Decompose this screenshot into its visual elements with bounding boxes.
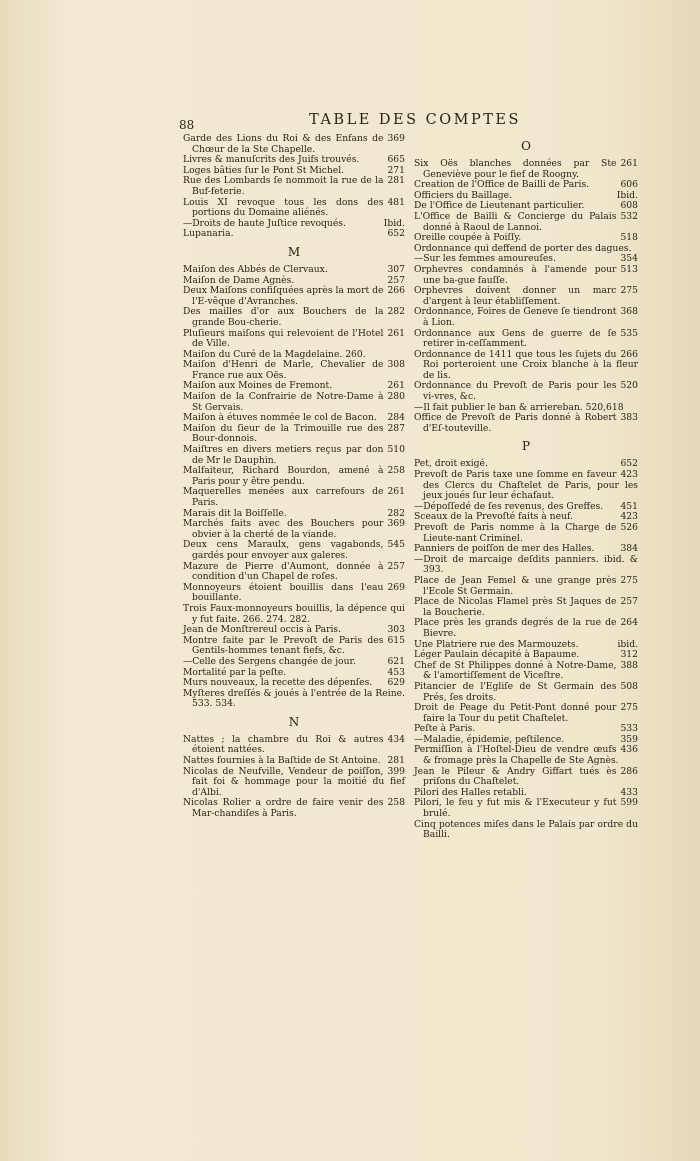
entry-text: Maiſon du Curé de la Magdelaine. 260. bbox=[183, 348, 366, 360]
entry-page-ref: 261 bbox=[620, 158, 638, 169]
entry-text: Pilori des Halles retabli. bbox=[414, 786, 527, 798]
entry-page-ref: 621 bbox=[387, 655, 405, 667]
index-entry bbox=[183, 329, 405, 350]
index-entry bbox=[414, 159, 638, 180]
entry-page-ref: 665 bbox=[387, 154, 405, 166]
entry-text: Pitancier de l'Egliſe de St Germain des Prés, ſes droits. bbox=[414, 680, 617, 703]
entry-text: Ordonnance aux Gens de guerre de ſe retirer in-ceſſamment. bbox=[414, 327, 617, 350]
entry-page-ref: 599 bbox=[620, 797, 638, 809]
entry-text: Droit de Peage du Petit-Pont donné pour faire la Tour du petit Chaſtelet. bbox=[414, 702, 617, 724]
index-entry bbox=[183, 134, 405, 155]
index-entry bbox=[183, 307, 405, 328]
entry-text: Maiſon d'Henri de Marle, Chevalier de France rue aux Oës. bbox=[183, 359, 384, 381]
entry-text: Ordonnance qui deffend de porter des dagues. bbox=[414, 242, 632, 254]
entry-text: —Droits de haute Juſtice revoqués. bbox=[183, 217, 346, 229]
entry-text: —Droit de marcaige deſdits panniers. ibid. & 393. bbox=[414, 553, 638, 576]
entry-page-ref: 275 bbox=[620, 574, 638, 586]
index-entry bbox=[414, 820, 638, 841]
index-entry bbox=[414, 265, 638, 286]
entry-text: Pilori, le feu y fut mis & l'Executeur y fut brulé. bbox=[414, 797, 617, 820]
entry-page-ref: 307 bbox=[387, 263, 405, 275]
entry-text: Montre faite par le Prevoſt de Paris des Gentils-hommes tenant fiefs, &c. bbox=[183, 634, 384, 657]
entry-text: Peſte à Paris. bbox=[414, 723, 476, 735]
entry-text: Place de Nicolas Flamel près St Jaques de la Boucherie. bbox=[414, 596, 617, 618]
entry-page-ref: 453 bbox=[387, 666, 405, 678]
entry-text: Deux Maiſons confiſquées après la mort de l'E-vêque d'Avranches. bbox=[183, 285, 384, 307]
entry-text: Pluſieurs maiſons qui relevoient de l'Hotel de Ville. bbox=[183, 327, 384, 350]
entry-page-ref: 275 bbox=[620, 285, 638, 297]
entry-page-ref: 510 bbox=[387, 444, 405, 456]
entry-text: Léger Paulain décapité à Bapaume. bbox=[414, 649, 580, 661]
entry-page-ref: 280 bbox=[387, 391, 405, 403]
section-letter: M bbox=[287, 244, 301, 259]
entry-page-ref: 281 bbox=[387, 175, 405, 187]
entry-page-ref: 513 bbox=[620, 263, 638, 275]
index-entry bbox=[414, 212, 638, 233]
entry-text: Six Oës blanches données par Ste Geneviève pour le fief de Roogny. bbox=[414, 158, 617, 180]
entry-page-ref: 282 bbox=[387, 507, 405, 519]
index-entry bbox=[414, 597, 638, 618]
right-column bbox=[414, 134, 638, 841]
index-entry bbox=[414, 767, 638, 788]
entry-text: Nattes ; la chambre du Roi & autres étoient nattées. bbox=[183, 733, 384, 756]
entry-page-ref: 308 bbox=[387, 359, 405, 371]
entry-page-ref: 257 bbox=[387, 560, 405, 572]
entry-text: Louis XI revoque tous les dons des portions du Domaine aliénés. bbox=[183, 196, 384, 219]
index-entry bbox=[183, 519, 405, 540]
entry-text: Maiſon de la Confrairie de Notre-Dame à St Gervais. bbox=[183, 391, 384, 413]
entry-text: Ordonnance, Foires de Geneve ſe tiendront à Lion. bbox=[414, 306, 617, 328]
entry-page-ref: 535 bbox=[620, 327, 638, 339]
entry-page-ref: 258 bbox=[387, 465, 405, 477]
entry-text: Maquerelles menées aux carrefours de Paris. bbox=[183, 486, 384, 508]
index-entry bbox=[183, 689, 405, 710]
entry-text: Creation de l'Office de Bailli de Paris. bbox=[414, 179, 590, 191]
index-entry bbox=[183, 424, 405, 445]
entry-text: Prevoſt de Paris nomme à la Charge de Lieute-nant Criminel. bbox=[414, 522, 617, 544]
entry-page-ref: 264 bbox=[620, 617, 638, 629]
entry-page-ref: Ibid. bbox=[616, 189, 638, 201]
entry-text: Marchés faits avec des Bouchers pour obvier à la cherté de la viande. bbox=[183, 518, 384, 540]
entry-text: Loges bâties ſur le Pont St Michel. bbox=[183, 164, 345, 176]
entry-page-ref: 284 bbox=[387, 412, 405, 424]
entry-page-ref: 520 bbox=[620, 380, 638, 392]
index-entry bbox=[183, 636, 405, 657]
entry-page-ref: 368 bbox=[620, 306, 638, 318]
entry-text: L'Office de Bailli & Concierge du Palais donné à Raoul de Lannoi. bbox=[414, 210, 617, 233]
entry-text: Marais dit la Boiſſelle. bbox=[183, 507, 287, 519]
entry-page-ref: 369 bbox=[387, 133, 405, 144]
entry-text: Sceaux de la Prevoſté faits à neuf. bbox=[414, 511, 573, 523]
index-entry bbox=[414, 381, 638, 402]
entry-text: Ordonnance de 1411 que tous les ſujets du Roi porteroient une Croix blanche à la fleur de lis. bbox=[414, 348, 638, 381]
entry-text: —Celle des Sergens changée de jour. bbox=[183, 655, 356, 667]
entry-page-ref: 257 bbox=[620, 596, 638, 608]
entry-page-ref: 652 bbox=[387, 228, 405, 240]
index-entry bbox=[183, 767, 405, 799]
entry-page-ref: 434 bbox=[387, 733, 405, 745]
entry-page-ref: 354 bbox=[620, 253, 638, 265]
entry-text: Lupanaria. bbox=[183, 228, 234, 240]
index-entry bbox=[183, 198, 405, 219]
entry-page-ref: 257 bbox=[387, 274, 405, 286]
entry-text: Jean de Monſtrereul occis à Paris. bbox=[183, 624, 342, 636]
entry-text: Nicolas de Neufville, Vendeur de poiſſon, fait foi & hommage pour la moitié du fief d'Albi. bbox=[183, 765, 405, 798]
entry-page-ref: 508 bbox=[620, 680, 638, 692]
entry-page-ref: 608 bbox=[620, 200, 638, 212]
entry-text: Maiſon de Dame Agnès. bbox=[183, 274, 295, 286]
index-entry bbox=[414, 329, 638, 350]
index-entry bbox=[183, 466, 405, 487]
entry-page-ref: 287 bbox=[387, 422, 405, 434]
entry-text: Maiſtres en divers metiers reçus par don de Mr le Dauphin. bbox=[183, 444, 384, 466]
entry-page-ref: 383 bbox=[620, 412, 638, 424]
entry-page-ref: 481 bbox=[387, 196, 405, 208]
index-entry bbox=[414, 576, 638, 597]
entry-page-ref: 266 bbox=[387, 285, 405, 297]
entry-page-ref: 652 bbox=[620, 458, 638, 470]
entry-text: Nattes fournies à la Baſtide de St Antoine. bbox=[183, 755, 381, 767]
entry-text: Deux cens Maraulx, gens vagabonds, gardés pour envoyer aux galeres. bbox=[183, 539, 384, 561]
entry-text: Une Platriere rue des Marmouzets. bbox=[414, 638, 579, 650]
entry-page-ref: 261 bbox=[387, 380, 405, 392]
index-entry bbox=[183, 286, 405, 307]
entry-page-ref: 286 bbox=[620, 765, 638, 777]
index-entry bbox=[414, 523, 638, 544]
entry-page-ref: 369 bbox=[387, 518, 405, 530]
index-entry bbox=[183, 176, 405, 197]
entry-text: Rue des Lombards ſe nommoit la rue de la Buf-feterie. bbox=[183, 175, 384, 197]
entry-page-ref: 399 bbox=[387, 765, 405, 777]
entry-page-ref: 303 bbox=[387, 624, 405, 636]
entry-page-ref: 518 bbox=[620, 232, 638, 244]
entry-page-ref: 533 bbox=[620, 723, 638, 735]
entry-text: Maiſon à étuves nommée le col de Bacon. bbox=[183, 412, 377, 424]
entry-text: Jean le Pileur & Andry Giffart tués ès priſons du Chaſtelet. bbox=[414, 765, 617, 788]
entry-page-ref: 261 bbox=[387, 486, 405, 498]
section-letter: P bbox=[521, 439, 531, 454]
index-entry bbox=[183, 798, 405, 819]
index-entry bbox=[414, 350, 638, 382]
entry-page-ref: 266 bbox=[620, 348, 638, 360]
entry-text: Pet, droit exigé. bbox=[414, 458, 488, 470]
entry-text: —Dépoſſedé de ſes revenus, des Greffes. bbox=[414, 500, 604, 512]
entry-text: Trois Faux-monnoyeurs bouillis, la dépence qui y fut faite. 266. 274. 282. bbox=[183, 602, 405, 625]
entry-text: —Maladie, épidemie, peſtilence. bbox=[414, 733, 565, 745]
entry-text: Maiſon aux Moines de Fremont. bbox=[183, 380, 333, 392]
left-column bbox=[183, 134, 405, 820]
entry-page-ref: 384 bbox=[620, 543, 638, 555]
index-entry bbox=[183, 540, 405, 561]
entry-text: Nicolas Rolier a ordre de faire venir des Mar-chandiſes à Paris. bbox=[183, 797, 384, 820]
entry-page-ref: 282 bbox=[387, 306, 405, 318]
index-entry bbox=[183, 604, 405, 625]
index-entry bbox=[183, 735, 405, 756]
entry-text: —Sur les femmes amoureuſes. bbox=[414, 253, 556, 265]
entry-text: Place de Jean Femel & une grange près l'Ecole St Germain. bbox=[414, 574, 617, 597]
entry-text: Prevoſt de Paris taxe une ſomme en faveur des Clercs du Chaſtelet de Paris, pour les jeux joués ſur leur échafaut. bbox=[414, 469, 638, 502]
entry-text: Chef de St Philippes donné à Notre-Dame, & l'amortiſſement de Viceſtre. bbox=[414, 659, 617, 682]
entry-text: Cinq potences miſes dans le Palais par ordre du Bailli. bbox=[414, 818, 638, 841]
entry-page-ref: 436 bbox=[620, 744, 638, 756]
entry-page-ref: 388 bbox=[620, 659, 638, 671]
entry-text: Orphevres condamnés à l'amende pour une ba-gue fauſſe. bbox=[414, 263, 617, 286]
index-entry bbox=[414, 307, 638, 328]
entry-text: —Il fait publier le ban & arriereban. 520,618 bbox=[414, 401, 624, 413]
entry-text: Panniers de poiſſon de mer des Halles. bbox=[414, 543, 595, 555]
entry-page-ref: ibid. bbox=[617, 638, 638, 650]
entry-page-ref: 545 bbox=[387, 539, 405, 551]
entry-page-ref: 423 bbox=[620, 511, 638, 523]
index-entry bbox=[414, 682, 638, 703]
entry-page-ref: 312 bbox=[620, 649, 638, 661]
index-entry bbox=[414, 413, 638, 434]
entry-text: Murs nouveaux, la recette des dépenſes. bbox=[183, 677, 373, 689]
entry-text: Orphevres doivent donner un marc d'argent à leur établiſſement. bbox=[414, 285, 617, 307]
entry-page-ref: 532 bbox=[620, 210, 638, 222]
entry-page-ref: 423 bbox=[620, 469, 638, 481]
entry-page-ref: 359 bbox=[620, 733, 638, 745]
index-entry bbox=[183, 445, 405, 466]
entry-page-ref: 629 bbox=[387, 677, 405, 689]
entry-page-ref: Ibid. bbox=[383, 217, 405, 229]
entry-page-ref: 526 bbox=[620, 522, 638, 533]
index-entry bbox=[414, 745, 638, 766]
entry-text: Livres & manuſcrits des Juifs trouvés. bbox=[183, 154, 360, 166]
index-entry bbox=[183, 487, 405, 508]
index-entry bbox=[414, 618, 638, 639]
entry-text: Maiſon du ſieur de la Trimouille rue des Bour-donnois. bbox=[183, 422, 384, 445]
entry-text: Monnoyeurs étoient bouillis dans l'eau bouillante. bbox=[183, 581, 384, 604]
entry-text: Garde des Lions du Roi & des Enfans de Chœur de la Ste Chapelle. bbox=[183, 133, 384, 155]
index-entry bbox=[414, 470, 638, 502]
index-entry bbox=[414, 703, 638, 724]
entry-text: De l'Office de Lieutenant particulier. bbox=[414, 200, 585, 212]
index-entry bbox=[183, 562, 405, 583]
entry-page-ref: 281 bbox=[387, 755, 405, 767]
entry-text: Permiſſion à l'Hoſtel-Dieu de vendre œufs & fromage près la Chapelle de Ste Agnès. bbox=[414, 744, 619, 767]
entry-text: Mortalité par la peſte. bbox=[183, 666, 287, 678]
index-entry bbox=[414, 555, 638, 576]
entry-text: Oreille coupée à Poiſſy. bbox=[414, 232, 522, 244]
index-entry bbox=[183, 360, 405, 381]
entry-text: Mazure de Pierre d'Aumont, donnée à condition d'un Chapel de roſes. bbox=[183, 560, 384, 583]
index-entry bbox=[414, 798, 638, 819]
running-header: TABLE DES COMPTES bbox=[309, 112, 521, 128]
index-entry bbox=[183, 583, 405, 604]
entry-text: Maiſon des Abbés de Clervaux. bbox=[183, 263, 328, 275]
index-entry bbox=[414, 661, 638, 682]
entry-text: Myſteres dreſſés & joués à l'entrée de la Reine. 533. 534. bbox=[183, 687, 405, 710]
entry-text: Officiers du Baillage. bbox=[414, 189, 513, 201]
entry-page-ref: 271 bbox=[387, 164, 405, 176]
entry-page-ref: 433 bbox=[620, 786, 638, 798]
section-letter: N bbox=[288, 714, 300, 729]
entry-page-ref: 269 bbox=[387, 581, 405, 593]
index-entry bbox=[183, 229, 405, 240]
entry-page-ref: 451 bbox=[620, 500, 638, 512]
entry-page-ref: 606 bbox=[620, 179, 638, 191]
section-letter: O bbox=[521, 139, 531, 153]
entry-text: Ordonnance du Prevoſt de Paris pour les vi-vres, &c. bbox=[414, 380, 617, 403]
entry-page-ref: 275 bbox=[620, 702, 638, 714]
entry-text: Office de Prevoſt de Paris donné à Robert d'Eſ-touteville. bbox=[414, 412, 617, 434]
index-entry bbox=[414, 286, 638, 307]
entry-text: Des mailles d'or aux Bouchers de la grande Bou-cherie. bbox=[183, 306, 384, 328]
entry-text: Malfaiteur, Richard Bourdon, amené à Paris pour y être pendu. bbox=[183, 465, 384, 487]
entry-page-ref: 261 bbox=[387, 327, 405, 339]
entry-text: Place près les grands degrés de la rue de Bievre. bbox=[414, 617, 617, 639]
entry-page-ref: 615 bbox=[387, 634, 405, 646]
entry-page-ref: 258 bbox=[387, 797, 405, 809]
index-entry bbox=[183, 392, 405, 413]
page-number: 88 bbox=[179, 118, 195, 132]
